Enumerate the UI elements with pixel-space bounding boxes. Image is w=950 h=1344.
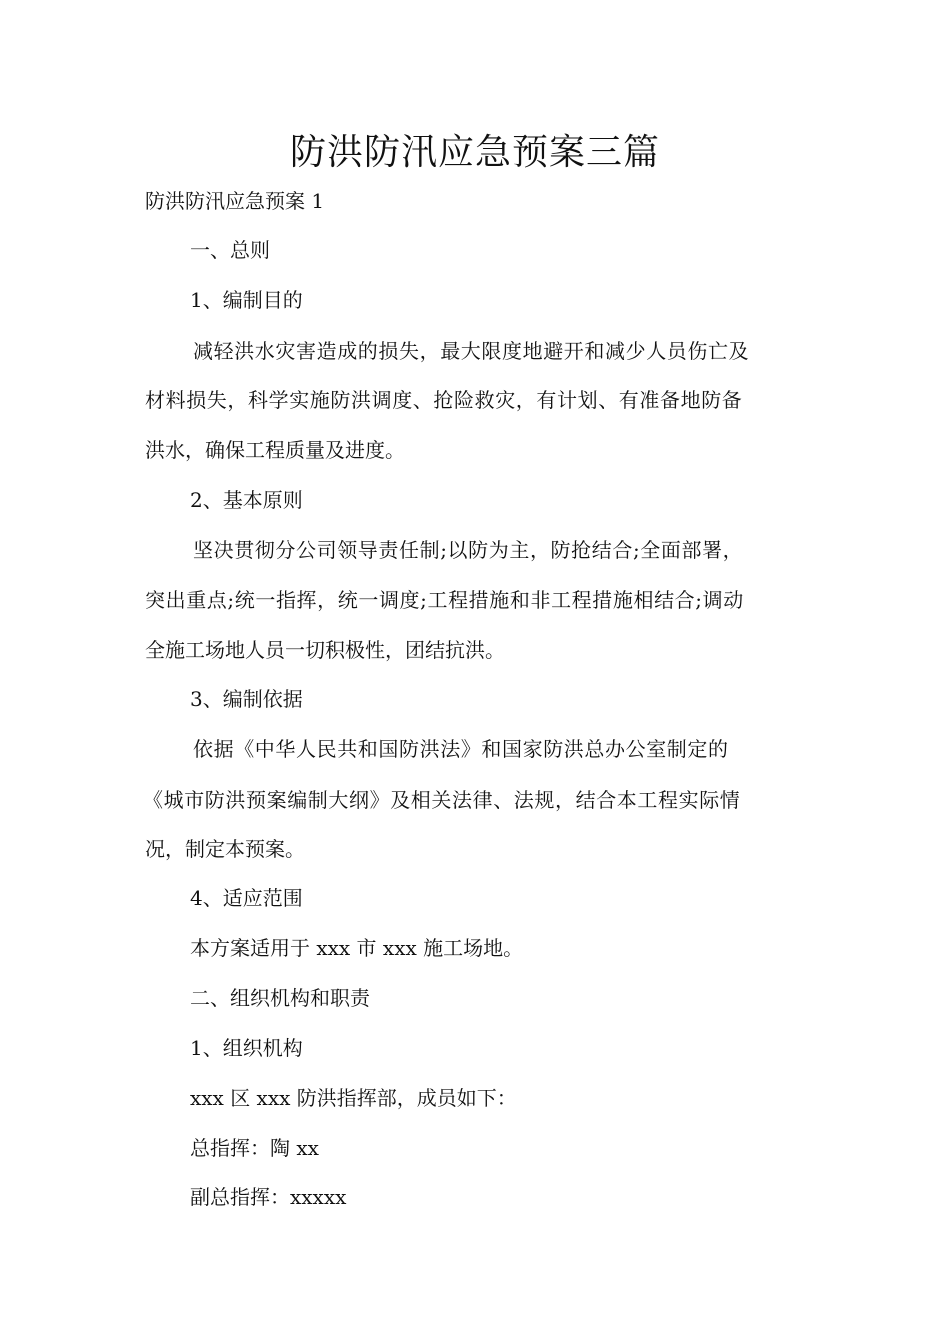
paragraph-deputy-commander: 副总指挥：xxxxx: [190, 1185, 347, 1209]
document-title: 防洪防汛应急预案三篇: [289, 132, 660, 173]
paragraph-purpose-line-1: 减轻洪水灾害造成的损失，最大限度地避开和减少人员伤亡及: [193, 339, 750, 363]
paragraph-basis-line-2: 《城市防洪预案编制大纲》及相关法律、法规，结合本工程实际情: [143, 788, 741, 812]
paragraph-principles-line-3: 全施工场地人员一切积极性，团结抗洪。: [145, 638, 505, 662]
paragraph-principles-line-1: 坚决贯彻分公司领导责任制;以防为主，防抢结合;全面部署，: [193, 538, 744, 562]
heading-basic-principles: 2、基本原则: [190, 488, 303, 512]
heading-general-principles: 一、总则: [190, 238, 270, 262]
paragraph-basis-line-1: 依据《中华人民共和国防洪法》和国家防洪总办公室制定的: [193, 737, 729, 761]
heading-organization: 二、组织机构和职责: [190, 986, 370, 1010]
paragraph-commander: 总指挥：陶 xx: [190, 1136, 319, 1160]
paragraph-purpose-line-2: 材料损失，科学实施防洪调度、抢险救灾，有计划、有准备地防备: [145, 388, 743, 412]
heading-purpose: 1、编制目的: [190, 288, 303, 312]
section-subtitle: 防洪防汛应急预案 1: [145, 189, 325, 213]
heading-basis: 3、编制依据: [190, 687, 303, 711]
paragraph-members-intro: xxx 区 xxx 防洪指挥部，成员如下：: [190, 1086, 517, 1110]
heading-org-structure: 1、组织机构: [190, 1036, 303, 1060]
heading-scope: 4、适应范围: [190, 886, 303, 910]
paragraph-principles-line-2: 突出重点;统一指挥，统一调度;工程措施和非工程措施相结合;调动: [145, 588, 744, 612]
paragraph-purpose-line-3: 洪水，确保工程质量及进度。: [145, 438, 405, 462]
paragraph-scope: 本方案适用于 xxx 市 xxx 施工场地。: [190, 936, 524, 960]
paragraph-basis-line-3: 况，制定本预案。: [145, 837, 305, 861]
